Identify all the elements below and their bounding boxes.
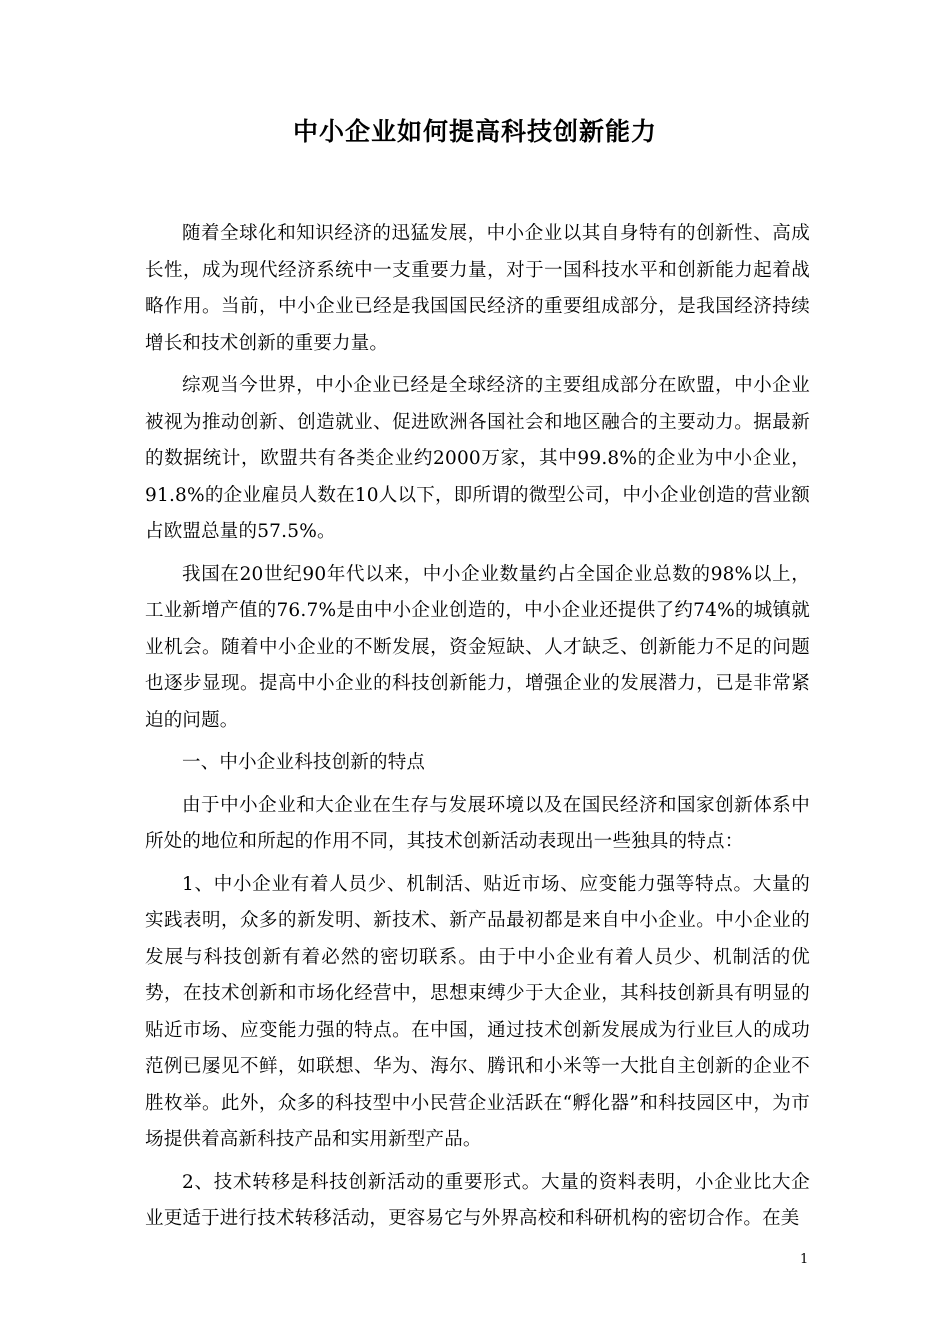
paragraph: 2、技术转移是科技创新活动的重要形式。大量的资料表明，小企业比大企业更适于进行技术转移活动，更容易它与外界高校和科研机构的密切合作。在美 [145,1171,810,1229]
page-number: 1 [800,1252,809,1267]
paragraph: 随着全球化和知识经济的迅猛发展，中小企业以其自身特有的创新性、高成长性，成为现代经济系统中一支重要力量，对于一国科技水平和创新能力起着战略作用。当前，中小企业已经是我国国民经济的重要组成部分，是我国经济持续增长和技术创新的重要力量。 [145,223,810,354]
paragraph: 我国在20世纪90年代以来，中小企业数量约占全国企业总数的98%以上，工业新增产值的76.7%是由中小企业创造的，中小企业还提供了约74%的城镇就业机会。随着中小企业的不断发展，资金短缺、人才缺乏、创新能力不足的问题也逐步显现。提高中小企业的科技创新能力，增强企业的发展潜力，已是非常紧迫的问题。 [145,563,810,731]
paragraph: 综观当今世界，中小企业已经是全球经济的主要组成部分在欧盟，中小企业被视为推动创新、创造就业、促进欧洲各国社会和地区融合的主要动力。据最新的数据统计，欧盟共有各类企业约2000万家，其中99.8%的企业为中小企业，91.8%的企业雇员人数在10人以下，即所谓的微型公司，中小企业创造的营业额占欧盟总量的57.5%。 [145,375,810,542]
section-heading: 一、中小企业科技创新的特点 [182,752,426,773]
paragraph: 由于中小企业和大企业在生存与发展环境以及在国民经济和国家创新体系中所处的地位和所起的作用不同，其技术创新活动表现出一些独具的特点： [145,794,810,852]
document-body [145,216,810,1238]
document-title: 中小企业如何提高科技创新能力 [292,117,657,146]
paragraph: 1、中小企业有着人员少、机制活、贴近市场、应变能力强等特点。大量的实践表明，众多的新发明、新技术、新产品最初都是来自中小企业。中小企业的发展与科技创新有着必然的密切联系。由于中小企业有着人员少、机制活的优势，在技术创新和市场化经营中，思想束缚少于大企业，其科技创新具有明显的贴近市场、应变能力强的特点。在中国，通过技术创新发展成为行业巨人的成功范例已屡见不鲜，如联想、华为、海尔、腾讯和小米等一大批自主创新的企业不胜枚举。此外，众多的科技型中小民营企业活跃在“孵化器”和科技园区中，为市场提供着高新科技产品和实用新型产品。 [145,873,810,1150]
